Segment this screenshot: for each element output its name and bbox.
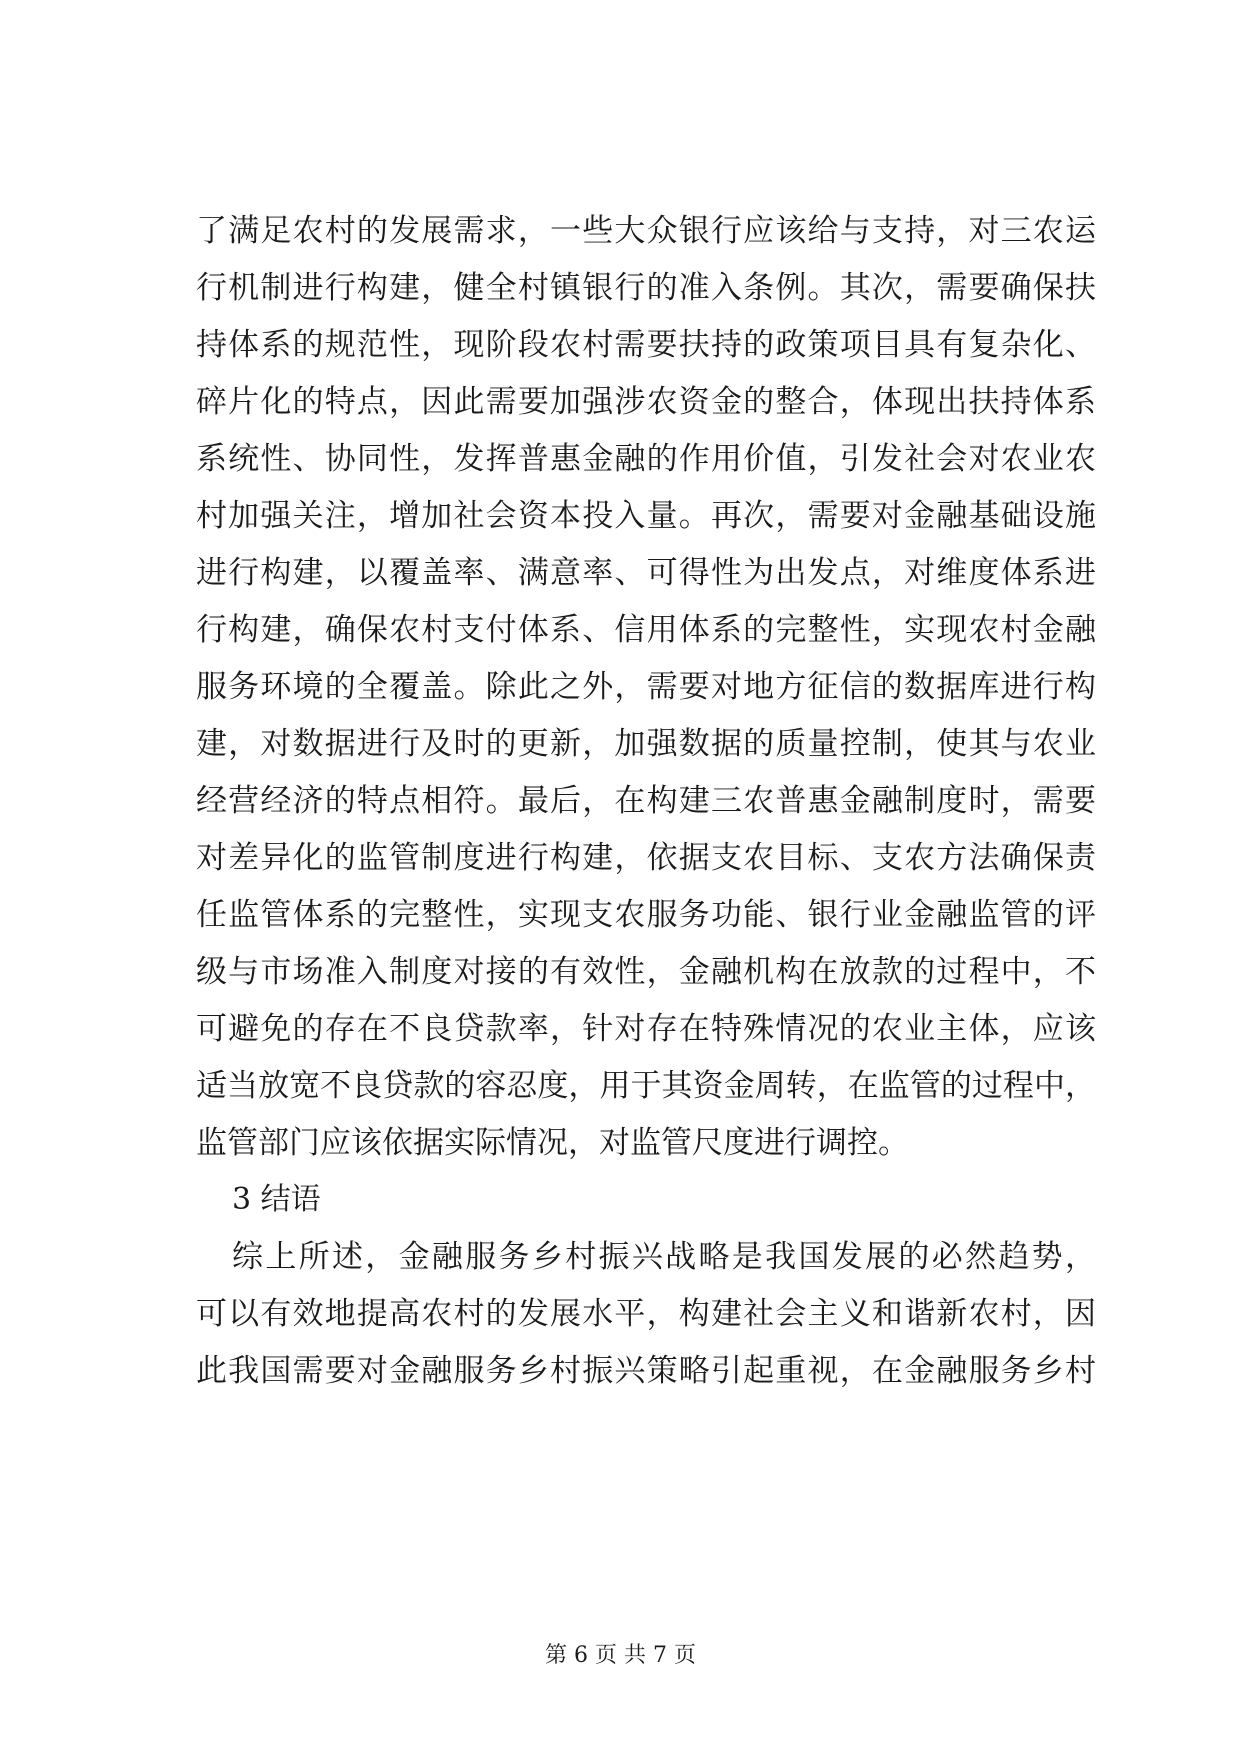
- paragraph-line: 级与市场准入制度对接的有效性，金融机构在放款的过程中，不: [196, 954, 1096, 990]
- paragraph-line: 任监管体系的完整性，实现支农服务功能、银行业金融监管的评: [196, 897, 1096, 933]
- conclusion-line: 可以有效地提高农村的发展水平，构建社会主义和谐新农村，因: [196, 1296, 1096, 1332]
- paragraph-line: 可避免的存在不良贷款率，针对存在特殊情况的农业主体，应该: [196, 1011, 1096, 1047]
- page-footer: 第 6 页 共 7 页: [545, 1643, 696, 1668]
- paragraph-line: 持体系的规范性，现阶段农村需要扶持的政策项目具有复杂化、: [196, 327, 1096, 363]
- paragraph-line: 对差异化的监管制度进行构建，依据支农目标、支农方法确保责: [196, 840, 1096, 876]
- conclusion-line: 此我国需要对金融服务乡村振兴策略引起重视，在金融服务乡村: [196, 1353, 1096, 1389]
- paragraph-line: 行构建，确保农村支付体系、信用体系的完整性，实现农村金融: [196, 612, 1096, 648]
- paragraph-line: 了满足农村的发展需求，一些大众银行应该给与支持，对三农运: [196, 213, 1096, 249]
- paragraph-line: 建，对数据进行及时的更新，加强数据的质量控制，使其与农业: [196, 726, 1096, 762]
- paragraph-line: 经营经济的特点相符。最后，在构建三农普惠金融制度时，需要: [196, 783, 1096, 819]
- paragraph-line: 适当放宽不良贷款的容忍度，用于其资金周转，在监管的过程中，: [196, 1068, 1096, 1104]
- paragraph-line: 村加强关注，增加社会资本投入量。再次，需要对金融基础设施: [196, 498, 1096, 534]
- paragraph-line: 碎片化的特点，因此需要加强涉农资金的整合，体现出扶持体系: [196, 384, 1096, 420]
- paragraph-line: 服务环境的全覆盖。除此之外，需要对地方征信的数据库进行构: [196, 669, 1096, 705]
- paragraph-line: 系统性、协同性，发挥普惠金融的作用价值，引发社会对农业农: [196, 441, 1096, 477]
- paragraph-line: 行机制进行构建，健全村镇银行的准入条例。其次，需要确保扶: [196, 270, 1096, 306]
- conclusion-line: 综上所述，金融服务乡村振兴战略是我国发展的必然趋势，: [232, 1239, 1096, 1275]
- paragraph-line: 进行构建，以覆盖率、满意率、可得性为出发点，对维度体系进: [196, 555, 1096, 591]
- section-heading: 3 结语: [232, 1182, 321, 1217]
- paragraph-line: 监管部门应该依据实际情况，对监管尺度进行调控。: [196, 1125, 909, 1161]
